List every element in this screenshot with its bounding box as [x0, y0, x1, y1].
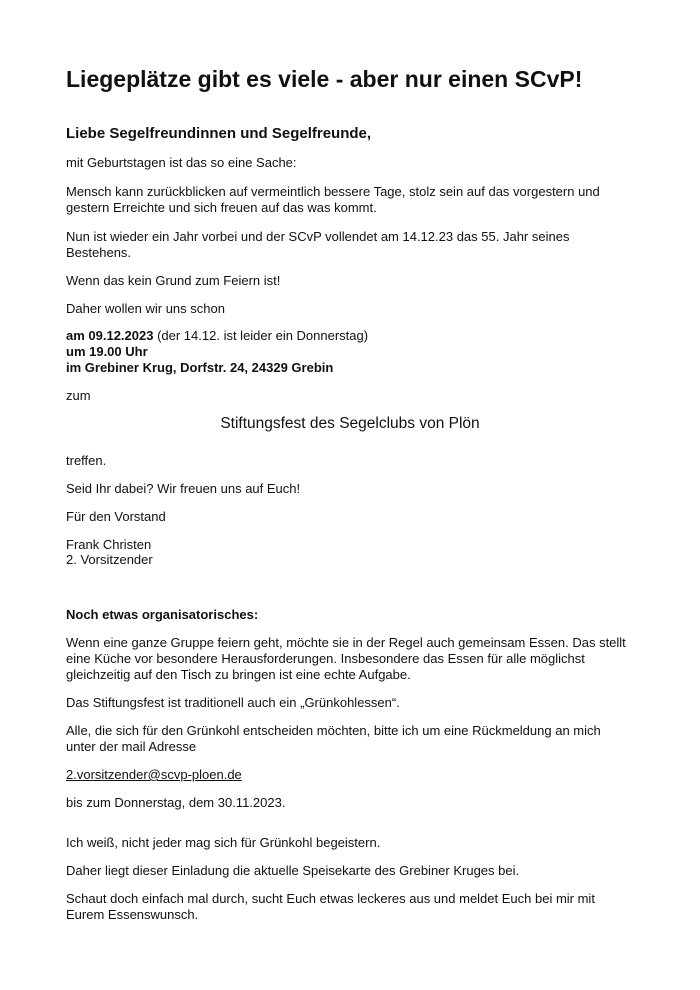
event-location: im Grebiner Krug, Dorfstr. 24, 24329 Grebin — [66, 360, 334, 375]
gruenkohl-text: Das Stiftungsfest ist traditionell auch ein „Grünkohlessen“. — [66, 695, 400, 710]
paragraph-line: Eurem Essenswunsch. — [66, 907, 199, 922]
treffen-text: treffen. — [66, 453, 107, 468]
menu-note: Daher liegt dieser Einladung die aktuelle Speisekarte des Grebiner Kruges bei. — [66, 863, 520, 878]
organisation-heading: Noch etwas organisatorisches: — [66, 607, 259, 622]
page-title: Liegeplätze gibt es viele - aber nur einen SCvP! — [66, 66, 583, 92]
paragraph-line: Schaut doch einfach mal durch, sucht Euch etwas leckeres aus und meldet Euch bei mir mit — [66, 891, 595, 906]
paragraph-line: gleichzeitig auf den Tisch zu bringen ist eine echte Aufgabe. — [66, 667, 411, 682]
paragraph-line: unter der mail Adresse — [66, 739, 197, 754]
paragraph-line: Mensch kann zurückblicken auf vermeintlich bessere Tage, stolz sein auf das vorgestern und — [66, 184, 600, 199]
event-date-line — [66, 328, 368, 344]
signer-name: Frank Christen — [66, 537, 152, 552]
event-name: Stiftungsfest des Segelclubs von Plön — [220, 415, 480, 432]
paragraph-line: Nun ist wieder ein Jahr vorbei und der SCvP vollendet am 14.12.23 das 55. Jahr seines — [66, 229, 570, 244]
email-line — [66, 767, 242, 783]
celebration-text: Wenn das kein Grund zum Feiern ist! — [66, 273, 281, 288]
paragraph-line: eine Küche vor besondere Herausforderungen. Insbesondere das Essen für alle möglichst — [66, 651, 585, 666]
event-date: am 09.12.2023 — [66, 328, 154, 343]
deadline-text: bis zum Donnerstag, dem 30.11.2023. — [66, 795, 286, 810]
gruenkohl-note: Ich weiß, nicht jeder mag sich für Grünkohl begeistern. — [66, 835, 381, 850]
email-link[interactable]: 2.vorsitzender@scvp-ploen.de — [66, 767, 242, 782]
invite-text: Seid Ihr dabei? Wir freuen uns auf Euch! — [66, 481, 301, 496]
zum-text: zum — [66, 388, 91, 403]
paragraph-line: gestern Erreichte und sich freuen auf das was kommt. — [66, 200, 377, 215]
event-time: um 19.00 Uhr — [66, 344, 148, 359]
event-date-note: (der 14.12. ist leider ein Donnerstag) — [153, 328, 369, 343]
signer-role: 2. Vorsitzender — [66, 552, 153, 567]
salutation: Liebe Segelfreundinnen und Segelfreunde, — [66, 125, 372, 142]
paragraph-line: Alle, die sich für den Grünkohl entscheiden möchten, bitte ich um eine Rückmeldung an mich — [66, 723, 601, 738]
invitation-lead: Daher wollen wir uns schon — [66, 301, 225, 316]
paragraph-line: Bestehens. — [66, 245, 132, 260]
intro-text: mit Geburtstagen ist das so eine Sache: — [66, 155, 297, 170]
board-line: Für den Vorstand — [66, 509, 166, 524]
paragraph-line: Wenn eine ganze Gruppe feiern geht, möchte sie in der Regel auch gemeinsam Essen. Das stellt — [66, 635, 626, 650]
